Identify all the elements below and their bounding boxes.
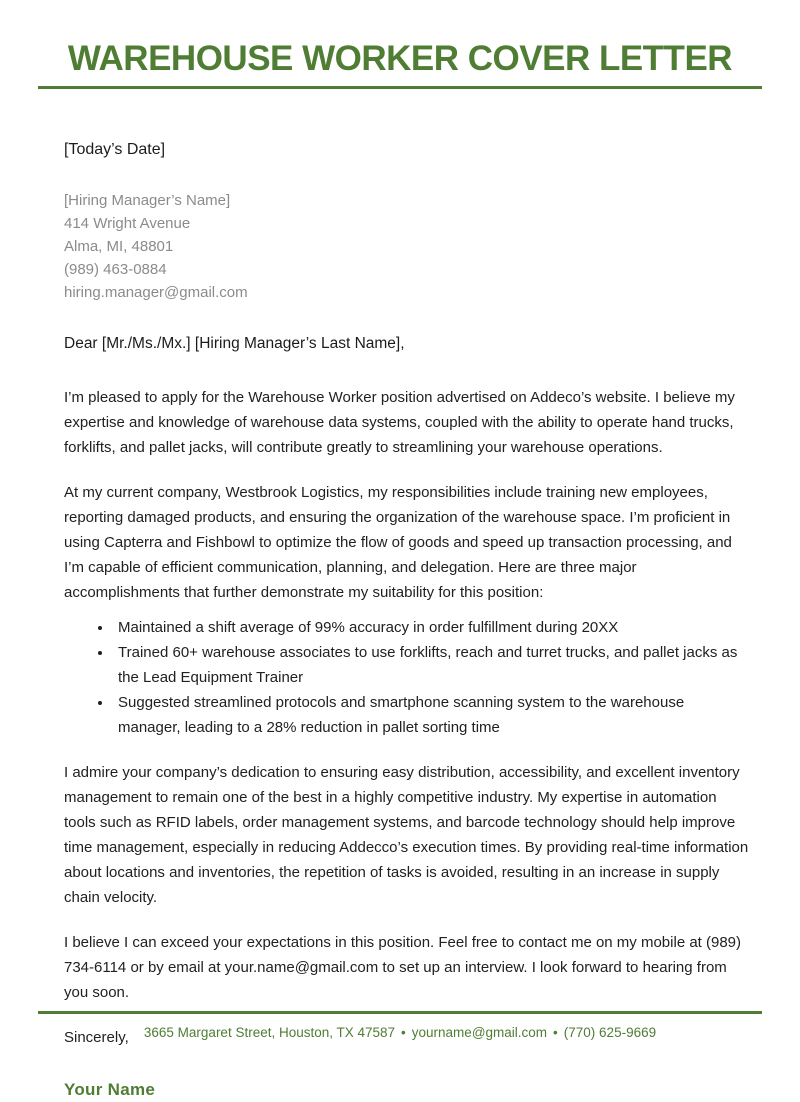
recipient-name: [Hiring Manager’s Name] (64, 191, 231, 209)
signature-name: Your Name (64, 1079, 156, 1099)
recipient-city-state-zip: Alma, MI, 48801 (64, 237, 174, 255)
accomplishment-item: • Maintained a shift average of 99% accuracy in order fulfillment during 20XX (113, 615, 750, 640)
letter-body (0, 137, 800, 1102)
footer-contact-line (0, 1025, 800, 1040)
cover-letter-page (0, 39, 800, 1099)
recipient-email: hiring.manager@gmail.com (64, 283, 248, 301)
paragraph-company-admiration: I admire your company’s dedication to ensuring easy distribution, accessibility, and excellent inventory management to remain one of the best in a highly competitive industry. My expertise in automation tools such as RFID labels, order management systems, and barcode technology should help improve time management, especially in reducing Addecco’s execution times. By providing real-time information about locations and inventories, the repetition of tasks is avoided, resulting in an increase in supply chain velocity. (64, 763, 749, 906)
date-placeholder: [Today’s Date] (64, 140, 166, 158)
salutation: Dear [Mr./Ms./Mx.] [Hiring Manager’s Last Name], (64, 334, 405, 352)
footer-separator-dot: • (401, 1025, 406, 1040)
footer-rule-divider (38, 1011, 762, 1014)
recipient-street: 414 Wright Avenue (64, 214, 191, 232)
closing-line: Sincerely, (64, 1028, 129, 1046)
footer-separator-dot: • (553, 1025, 558, 1040)
paragraph-call-to-action: I believe I can exceed your expectations in this position. Feel free to contact me on my mobile at (989) 734-6114 or by email at your.name@gmail.com to set up an interview. I look forward to hearing from you soon. (64, 933, 742, 1001)
page-title: WAREHOUSE WORKER COVER LETTER (67, 39, 733, 78)
footer-address: 3665 Margaret Street, Houston, TX 47587 (143, 1025, 396, 1040)
paragraph-intro: I’m pleased to apply for the Warehouse Worker position advertised on Addeco’s website. I believe my expertise and knowledge of warehouse data systems, coupled with the ability to operate hand trucks, forklifts, and pallet jacks, will contribute greatly to streamlining your warehouse operations. (64, 388, 735, 456)
recipient-block (64, 189, 750, 304)
header-rule-divider (38, 86, 762, 89)
paragraph-experience: At my current company, Westbrook Logistics, my responsibilities include training new employees, reporting damaged products, and ensuring the organization of the warehouse space. I’m proficient in using Capterra and Fishbowl to optimize the flow of goods and speed up transaction processing, and I’m capable of efficient communication, planning, and delegation. Here are three major accomplishments that further demonstrate my suitability for this position: (64, 483, 732, 601)
accomplishment-item: • Trained 60+ warehouse associates to use forklifts, reach and turret trucks, and pallet jacks as the Lead Equipment Trainer (113, 640, 750, 690)
accomplishment-item: • Suggested streamlined protocols and smartphone scanning system to the warehouse manager, leading to a 28% reduction in pallet sorting time (113, 690, 750, 740)
footer-email: yourname@gmail.com (411, 1025, 548, 1040)
accomplishments-list (64, 615, 750, 740)
recipient-phone: (989) 463-0884 (64, 260, 167, 278)
page-footer (0, 1011, 800, 1040)
footer-phone: (770) 625-9669 (563, 1025, 657, 1040)
